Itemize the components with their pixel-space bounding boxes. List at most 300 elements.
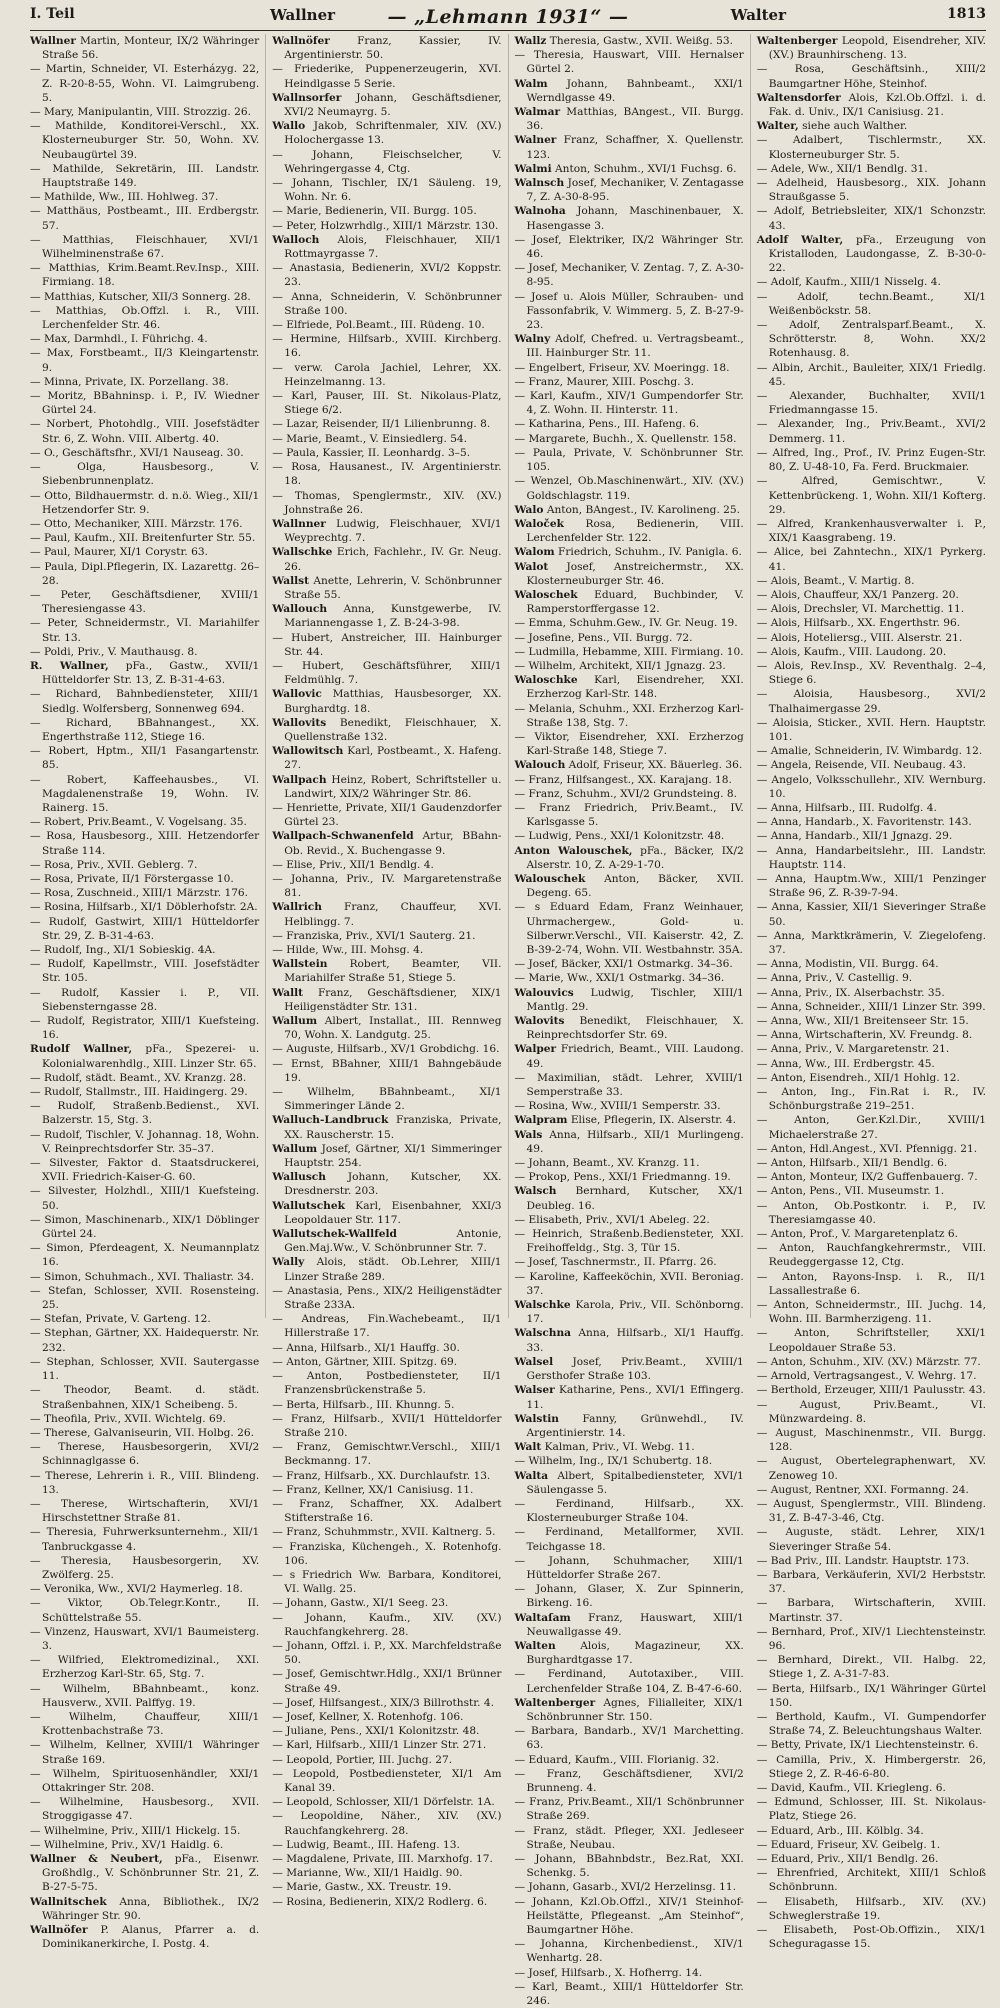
entry-details: — Olga, Hausbesorg., V. Siebenbrunnenplatz.	[30, 461, 260, 488]
directory-entry	[757, 1781, 986, 1795]
entry-details: — Otto, Bildhauermstr. d. n.ö. Wieg., XII/1 Hetzendorfer Str. 9.	[30, 489, 260, 516]
directory-entry	[757, 290, 986, 318]
directory-entry	[272, 1355, 501, 1369]
entry-details: — Rosa, Geschäftsinh., XIII/2 Baumgartner Höhe, Steinhof.	[756, 63, 986, 90]
entry-details: — Anton, Postbediensteter, II/1 Franzensbrückenstraße 5.	[272, 1370, 502, 1397]
directory-entry	[515, 375, 744, 389]
entry-details: — Anna, Hilfsarb., III. Rudolfg. 4.	[756, 801, 937, 814]
entry-details: pFa., Erzeugung von Kristalloden, Laudongasse, Z. B-30-0-22.	[768, 233, 986, 275]
directory-entry	[272, 872, 501, 900]
directory-entry	[515, 34, 744, 48]
entry-details: — Poldi, Priv., V. Mauthausg. 8.	[30, 645, 198, 658]
directory-entry	[515, 503, 744, 517]
entry-details: — Josefine, Pens., VII. Burgg. 72.	[514, 631, 693, 644]
entry-details: — Anton, Ob.Postkontr. i. P., IV. Theresiamgasse 40.	[756, 1199, 986, 1226]
directory-entry	[272, 1170, 501, 1198]
entry-details: — Engelbert, Friseur, XV. Moeringg. 18.	[514, 361, 730, 374]
entry-details: — Anton, Prof., V. Margaretenplatz 6.	[756, 1228, 958, 1241]
directory-entry	[30, 858, 259, 872]
entry-details: Franz, Hauswart, XIII/1 Neuwallgasse 49.	[526, 1611, 744, 1638]
entry-details: — Johann, BBahnbdstr., Bez.Rat, XXI. Schenkg. 5.	[514, 1853, 744, 1880]
entry-details: — Johann, Gastw., XI/1 Seeg. 23.	[272, 1597, 449, 1610]
entry-details: — Wilhelm, BBahnbeamt., konz. Hausverw., XVII. Palffyg. 19.	[30, 1682, 260, 1709]
directory-entry	[30, 1895, 259, 1923]
entry-surname: Wallz	[514, 35, 547, 47]
entry-details: — August, Maschinenmstr., VII. Burgg. 128.	[756, 1426, 986, 1454]
directory-entry	[515, 1667, 744, 1695]
directory-entry	[272, 545, 501, 573]
entry-details: — Emma, Schuhm.Gew., IV. Gr. Neug. 19.	[514, 617, 738, 630]
entry-details: — Johann, Schuhmacher, XIII/1 Hütteldorfer Straße 267.	[514, 1554, 744, 1581]
entry-details: — Paula, Dipl.Pflegerin, IX. Lazarettg. 26–28.	[30, 560, 260, 587]
directory-entry	[30, 1128, 259, 1156]
entry-details: Anton, Schuhm., XVI/1 Fuchsg. 6.	[554, 162, 737, 175]
entry-details: — Robert, Priv.Beamt., V. Vogelsang. 35.	[30, 816, 247, 829]
directory-entry	[30, 886, 259, 900]
column-1	[30, 34, 260, 1951]
entry-details: Theresia, Gastw., XVII. Weißg. 53.	[549, 35, 733, 47]
entry-surname: Walouch	[514, 759, 566, 772]
directory-entry	[757, 1298, 986, 1326]
entry-details: Ludwig, Fleischhauer, XVI/1 Weyprechtg. 7.	[284, 517, 502, 545]
entry-details: Ludwig, Tischler, XIII/1 Mantlg. 29.	[526, 986, 744, 1013]
directory-entry	[515, 560, 744, 588]
entry-details: — Wilhelm, Kellner, XVIII/1 Währinger Straße 169.	[30, 1739, 260, 1766]
directory-entry	[272, 1880, 501, 1894]
entry-details: — Franziska, Priv., XVI/1 Sauterg. 21.	[272, 929, 476, 942]
entry-details: — Vinzenz, Hauswart, XVI/1 Baumeisterg. 3.	[30, 1625, 260, 1652]
entry-details: — Magdalene, Private, III. Marxhofg. 17.	[272, 1853, 493, 1865]
entry-surname: Wallrich	[272, 901, 322, 914]
entry-details: — Theresia, Fuhrwerksunternehm., XII/1 Tanbruckgasse 4.	[30, 1526, 260, 1553]
entry-details: — Leopold, Schlosser, XII/1 Dörfelstr. 1A.	[272, 1796, 495, 1809]
entry-details: Josef, Priv.Beamt., XVIII/1 Gersthofer Straße 103.	[526, 1355, 744, 1383]
entry-details: Erich, Fachlehr., IV. Gr. Neug. 26.	[284, 546, 502, 573]
entry-surname: Walsch	[514, 1185, 557, 1198]
directory-entry	[30, 659, 259, 687]
directory-entry	[30, 1682, 259, 1710]
directory-entry	[757, 1270, 986, 1298]
entry-details: — Adalbert, Tischlermstr., XX. Klosterneuburger Str. 5.	[756, 134, 986, 161]
entry-details: — Viktor, Ob.Telegr.Kontr., II. Schüttelstraße 55.	[30, 1597, 260, 1624]
directory-entry	[515, 1880, 744, 1894]
entry-details: — Matthias, Fleischhauer, XVI/1 Wilhelminenstraße 67.	[30, 233, 260, 261]
entry-details: — Max, Forstbeamt., II/3 Kleingartenstr. 9.	[30, 347, 260, 374]
entry-details: Albert, Installat., III. Rennweg 70, Wohn. X. Landgutg. 25.	[284, 1015, 502, 1042]
entry-details: Anette, Lehrerin, V. Schönbrunner Straße 55.	[284, 574, 502, 601]
entry-details: — Melania, Schuhm., XXI. Erzherzog Karl-Straße 138, Stg. 7.	[514, 702, 744, 729]
entry-details: Karl, Eisendreher, XXI. Erzherzog Karl-Str. 148.	[526, 674, 744, 701]
directory-entry	[757, 971, 986, 985]
directory-entry	[30, 1738, 259, 1766]
entry-details: — Veronika, Ww., XVI/2 Haymerleg. 18.	[30, 1583, 243, 1596]
entry-details: — Theresia, Hauswart, VIII. Hernalser Gürtel 2.	[514, 49, 744, 76]
directory-entry	[757, 1554, 986, 1568]
directory-entry	[515, 801, 744, 829]
entry-surname: Walner	[514, 134, 557, 147]
entry-details: — Adolf, Zentralsparf.Beamt., X. Schrötterstr. 8, Wohn. XX/2 Rotenhausg. 8.	[756, 319, 986, 360]
directory-entry	[30, 616, 259, 644]
directory-entry	[30, 190, 259, 204]
entry-surname: Walouvics	[514, 986, 574, 999]
right-guide-word: Walter	[730, 6, 786, 24]
directory-entry	[515, 1326, 744, 1354]
directory-entry	[30, 1525, 259, 1553]
directory-entry	[30, 815, 259, 829]
entry-details: — Heinrich, Straßenb.Bediensteter, XXI. Freihoffeldg., Stg. 3, Tür 15.	[514, 1228, 744, 1255]
entry-details: — August, Obertelegraphenwart, XV. Zenoweg 10.	[756, 1455, 986, 1482]
entry-details: Anton, Bäcker, XVII. Degeng. 65.	[526, 872, 744, 900]
entry-surname: Wallnner	[272, 517, 326, 530]
entry-surname: Walper	[514, 1043, 557, 1056]
entry-details: — Anna, Ww., III. Erdbergstr. 45.	[756, 1057, 935, 1070]
entry-details: — Johanna, Kirchenbedienst., XIV/1 Wenhartg. 28.	[514, 1938, 744, 1965]
directory-entry	[272, 389, 501, 417]
directory-entry	[30, 34, 259, 62]
directory-entry	[30, 162, 259, 190]
directory-entry	[272, 1369, 501, 1397]
entry-details: — Peter, Schneidermstr., VI. Mariahilfer Str. 13.	[30, 617, 260, 644]
entry-surname: Wallner	[30, 35, 76, 47]
entry-surname: Walmar	[514, 106, 561, 119]
entry-details: — Camilla, Priv., X. Himbergerstr. 26, Stiege 2, Z. R-46-6-80.	[756, 1753, 986, 1780]
directory-entry	[515, 588, 744, 616]
entry-details: — Simon, Maschinenarb., XIX/1 Döblinger Gürtel 24.	[30, 1213, 260, 1241]
entry-details: Alois, Kzl.Ob.Offzl. i. d. Fak. d. Univ., IX/1 Canisiusg. 21.	[768, 91, 986, 119]
entry-details: — Rosa, Hausanest., IV. Argentinierstr. 18.	[272, 461, 502, 488]
entry-details: — Wilhelm, BBahnbeamt., XI/1 Simmeringer Lände 2.	[272, 1086, 502, 1113]
entry-surname: Wally	[272, 1256, 305, 1269]
directory-entry	[30, 1426, 259, 1440]
directory-entry	[30, 261, 259, 289]
entry-details: — Alois, Hilfsarb., XX. Engerthstr. 96.	[756, 617, 961, 630]
entry-surname: Walouschek	[514, 872, 586, 885]
directory-entry	[757, 1113, 986, 1141]
directory-entry	[757, 1326, 986, 1354]
entry-surname: Wallouch	[272, 603, 328, 616]
entry-details: Benedikt, Fleischhauer, X. Quellenstraße 132.	[284, 716, 502, 743]
directory-entry	[30, 446, 259, 460]
directory-entry	[757, 1355, 986, 1369]
directory-entry	[757, 929, 986, 957]
entry-details: — Rudolf, Tischler, V. Johannag. 18, Wohn. V. Reinprechtsdorfer Str. 35–37.	[30, 1128, 260, 1155]
directory-entry	[515, 1753, 744, 1767]
directory-entry	[515, 176, 744, 204]
entry-details: — Wilhelm, Chauffeur, XIII/1 Krottenbachstraße 73.	[30, 1710, 260, 1738]
directory-entry	[515, 1895, 744, 1938]
entry-surname: Wallschke	[272, 546, 333, 559]
directory-entry	[515, 829, 744, 843]
entry-details: Fanny, Grünwehdl., IV. Argentinierstr. 14.	[526, 1412, 744, 1439]
entry-details: — Alois, Rev.Insp., XV. Reventhalg. 2–4, Stiege 6.	[756, 659, 986, 687]
entry-details: Artur, BBahn-Ob. Revid., X. Buchengasse 9.	[284, 830, 502, 857]
entry-details: — Silvester, Holzhdl., XIII/1 Kuefsteing. 50.	[30, 1185, 260, 1212]
entry-details: — Matthias, Ob.Offzl. i. R., VIII. Lerchenfelder Str. 46.	[30, 304, 260, 332]
directory-entry	[757, 1525, 986, 1553]
directory-entry	[272, 1312, 501, 1340]
entry-details: Bernhard, Kutscher, XX/1 Deubleg. 16.	[526, 1185, 744, 1212]
directory-entry	[30, 560, 259, 588]
entry-details: — Auguste, städt. Lehrer, XIX/1 Sieveringer Straße 54.	[756, 1526, 986, 1553]
entry-details: — Berthold, Kaufm., VI. Gumpendorfer Straße 74, Z. Beleuchtungshaus Walter.	[756, 1710, 986, 1738]
entry-surname: Walo	[514, 503, 544, 516]
directory-entry	[515, 474, 744, 502]
entry-details: — Wilhelmine, Priv., XV/1 Haidlg. 6.	[30, 1838, 224, 1851]
entry-details: Karl, Eisenbahner, XXI/3 Leopoldauer Str. 117.	[284, 1199, 502, 1226]
entry-details: — Karl, Pauser, III. St. Nikolaus-Platz, Stiege 6/2.	[272, 390, 502, 417]
directory-entry	[515, 659, 744, 673]
directory-entry	[272, 417, 501, 431]
entry-details: — Anna, Schneiderin, V. Schönbrunner Straße 100.	[272, 290, 502, 317]
entry-details: — Josef, Elektriker, IX/2 Währinger Str. 46.	[514, 233, 744, 261]
directory-entry	[272, 318, 501, 332]
directory-entry	[272, 1341, 501, 1355]
directory-entry	[272, 1497, 501, 1525]
entry-details: — Peter, Holzwrhdlg., XIII/1 Märzstr. 130.	[272, 219, 499, 232]
entry-details: Elise, Pflegerin, IX. Alserstr. 4.	[570, 1114, 736, 1127]
entry-details: — Elfriede, Pol.Beamt., III. Rüdeng. 10.	[272, 319, 485, 332]
entry-details: Karl, Postbeamt., X. Hafeng. 27.	[284, 745, 502, 772]
entry-details: — Berthold, Erzeuger, XIII/1 Paulusstr. 43.	[756, 1384, 986, 1397]
directory-entry	[30, 1270, 259, 1284]
directory-entry	[515, 1937, 744, 1965]
entry-details: — Hubert, Anstreicher, III. Hainburger Str. 44.	[272, 631, 502, 658]
entry-details: — Marie, Bedienerin, VII. Burgg. 105.	[272, 205, 477, 218]
directory-entry	[30, 829, 259, 857]
directory-entry	[757, 602, 986, 616]
entry-details: — Ludwig, Beamt., III. Hafeng. 13.	[272, 1838, 460, 1851]
entry-details: — Franz, Priv.Beamt., XII/1 Schönbrunner Straße 269.	[514, 1796, 744, 1823]
directory-entry	[757, 417, 986, 445]
directory-entry	[515, 1497, 744, 1525]
directory-entry	[757, 801, 986, 815]
directory-entry	[272, 1639, 501, 1667]
entry-details: — Anna, Priv., V. Castellig. 9.	[756, 972, 913, 985]
entry-details: Eduard, Buchbinder, V. Ramperstorffergasse 12.	[526, 588, 744, 616]
directory-entry	[515, 844, 744, 872]
directory-entry	[30, 1767, 259, 1795]
entry-details: — Alois, Hoteliersg., VIII. Alserstr. 21.	[756, 631, 963, 644]
directory-entry	[515, 1270, 744, 1298]
entry-details: — Wilhelmine, Hausbesorg., XVII. Stroggigasse 47.	[30, 1796, 260, 1823]
entry-surname: Wallner & Neubert,	[30, 1853, 163, 1865]
entry-details: Franz, Chauffeur, XVI. Helblingg. 7.	[284, 901, 502, 928]
entry-details: — Karl, Beamt., XIII/1 Hütteldorfer Str. 246.	[514, 1980, 744, 2008]
directory-entry	[757, 1483, 986, 1497]
directory-entry	[757, 1838, 986, 1852]
directory-entry	[757, 1852, 986, 1866]
entry-details: — Amalie, Schneiderin, IV. Wimbardg. 12.	[756, 745, 983, 758]
entry-details: — Franz, Gemischtwr.Verschl., XIII/1 Beckmanng. 17.	[272, 1441, 502, 1468]
directory-entry	[515, 48, 744, 76]
entry-surname: Wallowitsch	[272, 745, 344, 758]
entry-details: — Albin, Archit., Bauleiter, XIX/1 Friedlg. 45.	[756, 361, 986, 388]
entry-details: Franz, Schaffner, X. Quellenstr. 123.	[526, 134, 744, 161]
entry-surname: Wallnitschek	[30, 1895, 107, 1908]
entry-details: Josef, Mechaniker, V. Zentagasse 7, Z. A-30-8-95.	[526, 177, 744, 204]
entry-details: — Anton, Pens., VII. Museumstr. 1.	[756, 1185, 945, 1198]
entry-surname: Wallpach-Schwanenfeld	[272, 830, 414, 843]
entry-details: Anton, BAngest., IV. Karolineng. 25.	[546, 503, 741, 516]
entry-details: — Stephan, Gärtner, XX. Haidequerstr. Nr. 232.	[30, 1327, 260, 1354]
directory-entry	[30, 1582, 259, 1596]
entry-details: pFa., Eisenwr. Großhdlg., V. Schönbrunner Str. 21, Z. B-27-5-75.	[42, 1853, 260, 1894]
directory-entry	[757, 389, 986, 417]
directory-entry	[757, 1426, 986, 1454]
directory-entry	[515, 389, 744, 417]
entry-details: — Franz, Hilfsangest., XX. Karajang. 18.	[514, 773, 732, 786]
directory-entry	[757, 1057, 986, 1071]
directory-entry	[30, 1838, 259, 1852]
directory-entry	[515, 1696, 744, 1724]
entry-details: — Ferdinand, Autotaxiber., VIII. Lerchenfelder Straße 104, Z. B-47-6-60.	[514, 1668, 744, 1695]
entry-details: — Marianne, Ww., XII/1 Haidlg. 90.	[272, 1867, 463, 1880]
directory-entry	[515, 1852, 744, 1880]
directory-entry	[272, 659, 501, 687]
entry-details: — Rosa, Priv., XVII. Geblerg. 7.	[30, 858, 198, 871]
directory-entry	[515, 1966, 744, 1980]
entry-details: — Angelo, Volksschullehr., XIV. Wernburg. 10.	[756, 773, 986, 800]
directory-entry	[515, 1099, 744, 1113]
directory-entry	[757, 1199, 986, 1227]
entry-details: Albert, Spitalbediensteter, XVI/1 Säulengasse 5.	[526, 1469, 744, 1496]
directory-entry	[272, 1469, 501, 1483]
page-header	[30, 4, 986, 31]
entry-surname: Wallusch	[272, 1171, 326, 1184]
entry-details: — August, Priv.Beamt., VI. Münzwardeing. 8.	[756, 1398, 986, 1425]
directory-entry	[272, 1440, 501, 1468]
directory-entry	[757, 957, 986, 971]
entry-surname: Wallpach	[272, 773, 327, 786]
entry-details: — Moritz, BBahninsp. i. P., IV. Wiedner Gürtel 24.	[30, 390, 260, 417]
directory-entry	[515, 105, 744, 133]
directory-entry	[30, 1795, 259, 1823]
entry-details: — Therese, Lehrerin i. R., VIII. Blindeng. 13.	[30, 1469, 260, 1496]
entry-details: — Josef, Hilfsarb., X. Hofherrg. 14.	[514, 1966, 703, 1979]
directory-entry	[272, 631, 501, 659]
entry-details: — Anna, Kassier, XII/1 Sieveringer Straße 50.	[756, 901, 986, 928]
directory-entry	[30, 1412, 259, 1426]
entry-details: — August, Spenglermstr., VIII. Blindeng. 31, Z. B-47-3-46, Ctg.	[756, 1497, 986, 1525]
directory-entry	[272, 1667, 501, 1695]
directory-entry	[272, 1540, 501, 1568]
entry-surname: Rudolf Wallner,	[30, 1043, 133, 1056]
directory-entry	[757, 1000, 986, 1014]
directory-columns	[30, 34, 986, 2008]
entry-details: — Barbara, Bandarb., XV/1 Marchetting. 63.	[514, 1725, 744, 1752]
directory-entry	[757, 275, 986, 289]
section-label: I. Teil	[30, 6, 75, 22]
entry-details: — Anna, Modistin, VII. Burgg. 64.	[756, 958, 939, 971]
directory-entry	[757, 1454, 986, 1482]
entry-details: — Mathilde, Konditorei-Verschl., XX. Klosterneuburger Str. 50, Wohn. XV. Neubaugürtel 39.	[30, 120, 260, 161]
entry-details: — O., Geschäftsfhr., XVI/1 Nauseag. 30.	[30, 446, 244, 459]
entry-details: Franz, Geschäftsdiener, XIX/1 Heiligenstädter Str. 131.	[284, 986, 502, 1013]
entry-details: — Anton, Rayons-Insp. i. R., II/1 Lassallestraße 6.	[756, 1270, 986, 1297]
entry-details: — Angela, Reisende, VII. Neubaug. 43.	[756, 759, 967, 772]
entry-surname: Adolf Walter,	[756, 233, 844, 246]
directory-entry	[515, 1184, 744, 1212]
entry-details: — Anton, Schuhm., XIV. (XV.) Märzstr. 77.	[756, 1355, 981, 1368]
entry-details: — Elise, Priv., XII/1 Bendlg. 4.	[272, 858, 434, 871]
entry-surname: Waloschke	[514, 674, 578, 687]
directory-entry	[757, 758, 986, 772]
entry-details: — Richard, Bahnbediensteter, XIII/1 Siedlg. Wolfersberg, Sonnenweg 694.	[30, 688, 260, 715]
directory-entry	[757, 1596, 986, 1624]
directory-entry	[757, 773, 986, 801]
directory-entry	[757, 1014, 986, 1028]
directory-entry	[757, 91, 986, 119]
entry-surname: Wallnsorfer	[272, 91, 342, 104]
entry-details: — Rosina, Bedienerin, XIX/2 Rodlerg. 6.	[272, 1895, 488, 1908]
directory-entry	[30, 204, 259, 232]
directory-entry	[515, 1724, 744, 1752]
entry-details: — Franz, Schuhmmstr., XVII. Kaltnerg. 5.	[272, 1526, 496, 1539]
directory-entry	[757, 716, 986, 744]
directory-entry	[272, 148, 501, 176]
directory-entry	[30, 62, 259, 105]
entry-details: Josef, Gärtner, XI/1 Simmeringer Hauptstr. 254.	[284, 1142, 502, 1170]
directory-entry	[272, 1142, 501, 1170]
directory-entry	[272, 716, 501, 744]
entry-details: — Viktor, Eisendreher, XXI. Erzherzog Karl-Straße 148, Stiege 7.	[514, 730, 744, 758]
entry-details: — Alexander, Ing., Priv.Beamt., XVI/2 Demmerg. 11.	[756, 418, 986, 445]
directory-entry	[515, 1469, 744, 1497]
directory-entry	[757, 1398, 986, 1426]
entry-details: Agnes, Filialleiter, XIX/1 Schönbrunner Str. 150.	[526, 1696, 744, 1723]
column-4	[750, 34, 986, 1951]
directory-entry	[515, 1554, 744, 1582]
entry-details: — Anastasia, Bedienerin, XVI/2 Koppstr. 23.	[272, 262, 502, 289]
entry-details: — Josef, Hilfsangest., XIX/3 Billrothstr. 4.	[272, 1696, 495, 1709]
entry-details: — Rosina, Ww., XVIII/1 Semperstr. 33.	[514, 1100, 721, 1113]
left-guide-word: Wallner	[270, 6, 336, 24]
directory-entry	[757, 1170, 986, 1184]
directory-entry	[272, 1809, 501, 1837]
directory-entry	[30, 645, 259, 659]
directory-entry	[272, 943, 501, 957]
entry-surname: Walschke	[514, 1299, 571, 1312]
entry-details: — Anton, Schneidermstr., III. Juchg. 14, Wohn. III. Barmherzigeng. 11.	[756, 1299, 986, 1326]
entry-details: — Anna, Hauptm.Ww., XIII/1 Penzinger Straße 96, Z. R-39-7-94.	[756, 872, 986, 900]
entry-details: — Rosa, Hausbesorg., XIII. Hetzendorfer Straße 114.	[30, 830, 260, 857]
entry-details: — Adolf, Kaufm., XIII/1 Nisselg. 4.	[756, 276, 941, 289]
entry-details: — Anna, Handarb., X. Favoritenstr. 143.	[756, 816, 972, 829]
entry-details: Anna, Hilfsarb., XI/1 Hauffg. 33.	[526, 1327, 744, 1354]
entry-details: Jakob, Schriftenmaler, XIV. (XV.) Holochergasse 13.	[284, 120, 502, 147]
entry-details: — Stefan, Private, V. Garteng. 12.	[30, 1313, 211, 1326]
directory-entry	[515, 361, 744, 375]
directory-entry	[757, 1497, 986, 1525]
entry-surname: Walluch-Landbruck	[272, 1114, 389, 1127]
directory-entry	[272, 1042, 501, 1056]
entry-details: — Paul, Maurer, XI/1 Corystr. 63.	[30, 546, 208, 559]
entry-details: — Mathilde, Ww., III. Hohlweg. 37.	[30, 191, 219, 204]
directory-entry	[272, 1611, 501, 1639]
directory-entry	[757, 361, 986, 389]
directory-entry	[30, 1099, 259, 1127]
entry-details: — Eduard, Arb., III. Kölblg. 34.	[756, 1824, 924, 1837]
directory-entry	[757, 616, 986, 630]
entry-details: Anna, Kunstgewerbe, IV. Mariannengasse 1, Z. B-24-3-98.	[284, 603, 502, 630]
directory-entry	[757, 1241, 986, 1269]
directory-entry	[272, 1696, 501, 1710]
entry-surname: Walom	[514, 546, 555, 559]
entry-details: — Adolf, techn.Beamt., XI/1 Weißenböckstr. 58.	[756, 290, 986, 317]
entry-details: — Alfred, Krankenhausverwalter i. P., XIX/1 Kaasgrabeng. 19.	[756, 517, 986, 545]
entry-details: — Friederike, Puppenerzeugerin, XVI. Heindlgasse 5 Serie.	[272, 63, 502, 90]
directory-entry	[272, 446, 501, 460]
